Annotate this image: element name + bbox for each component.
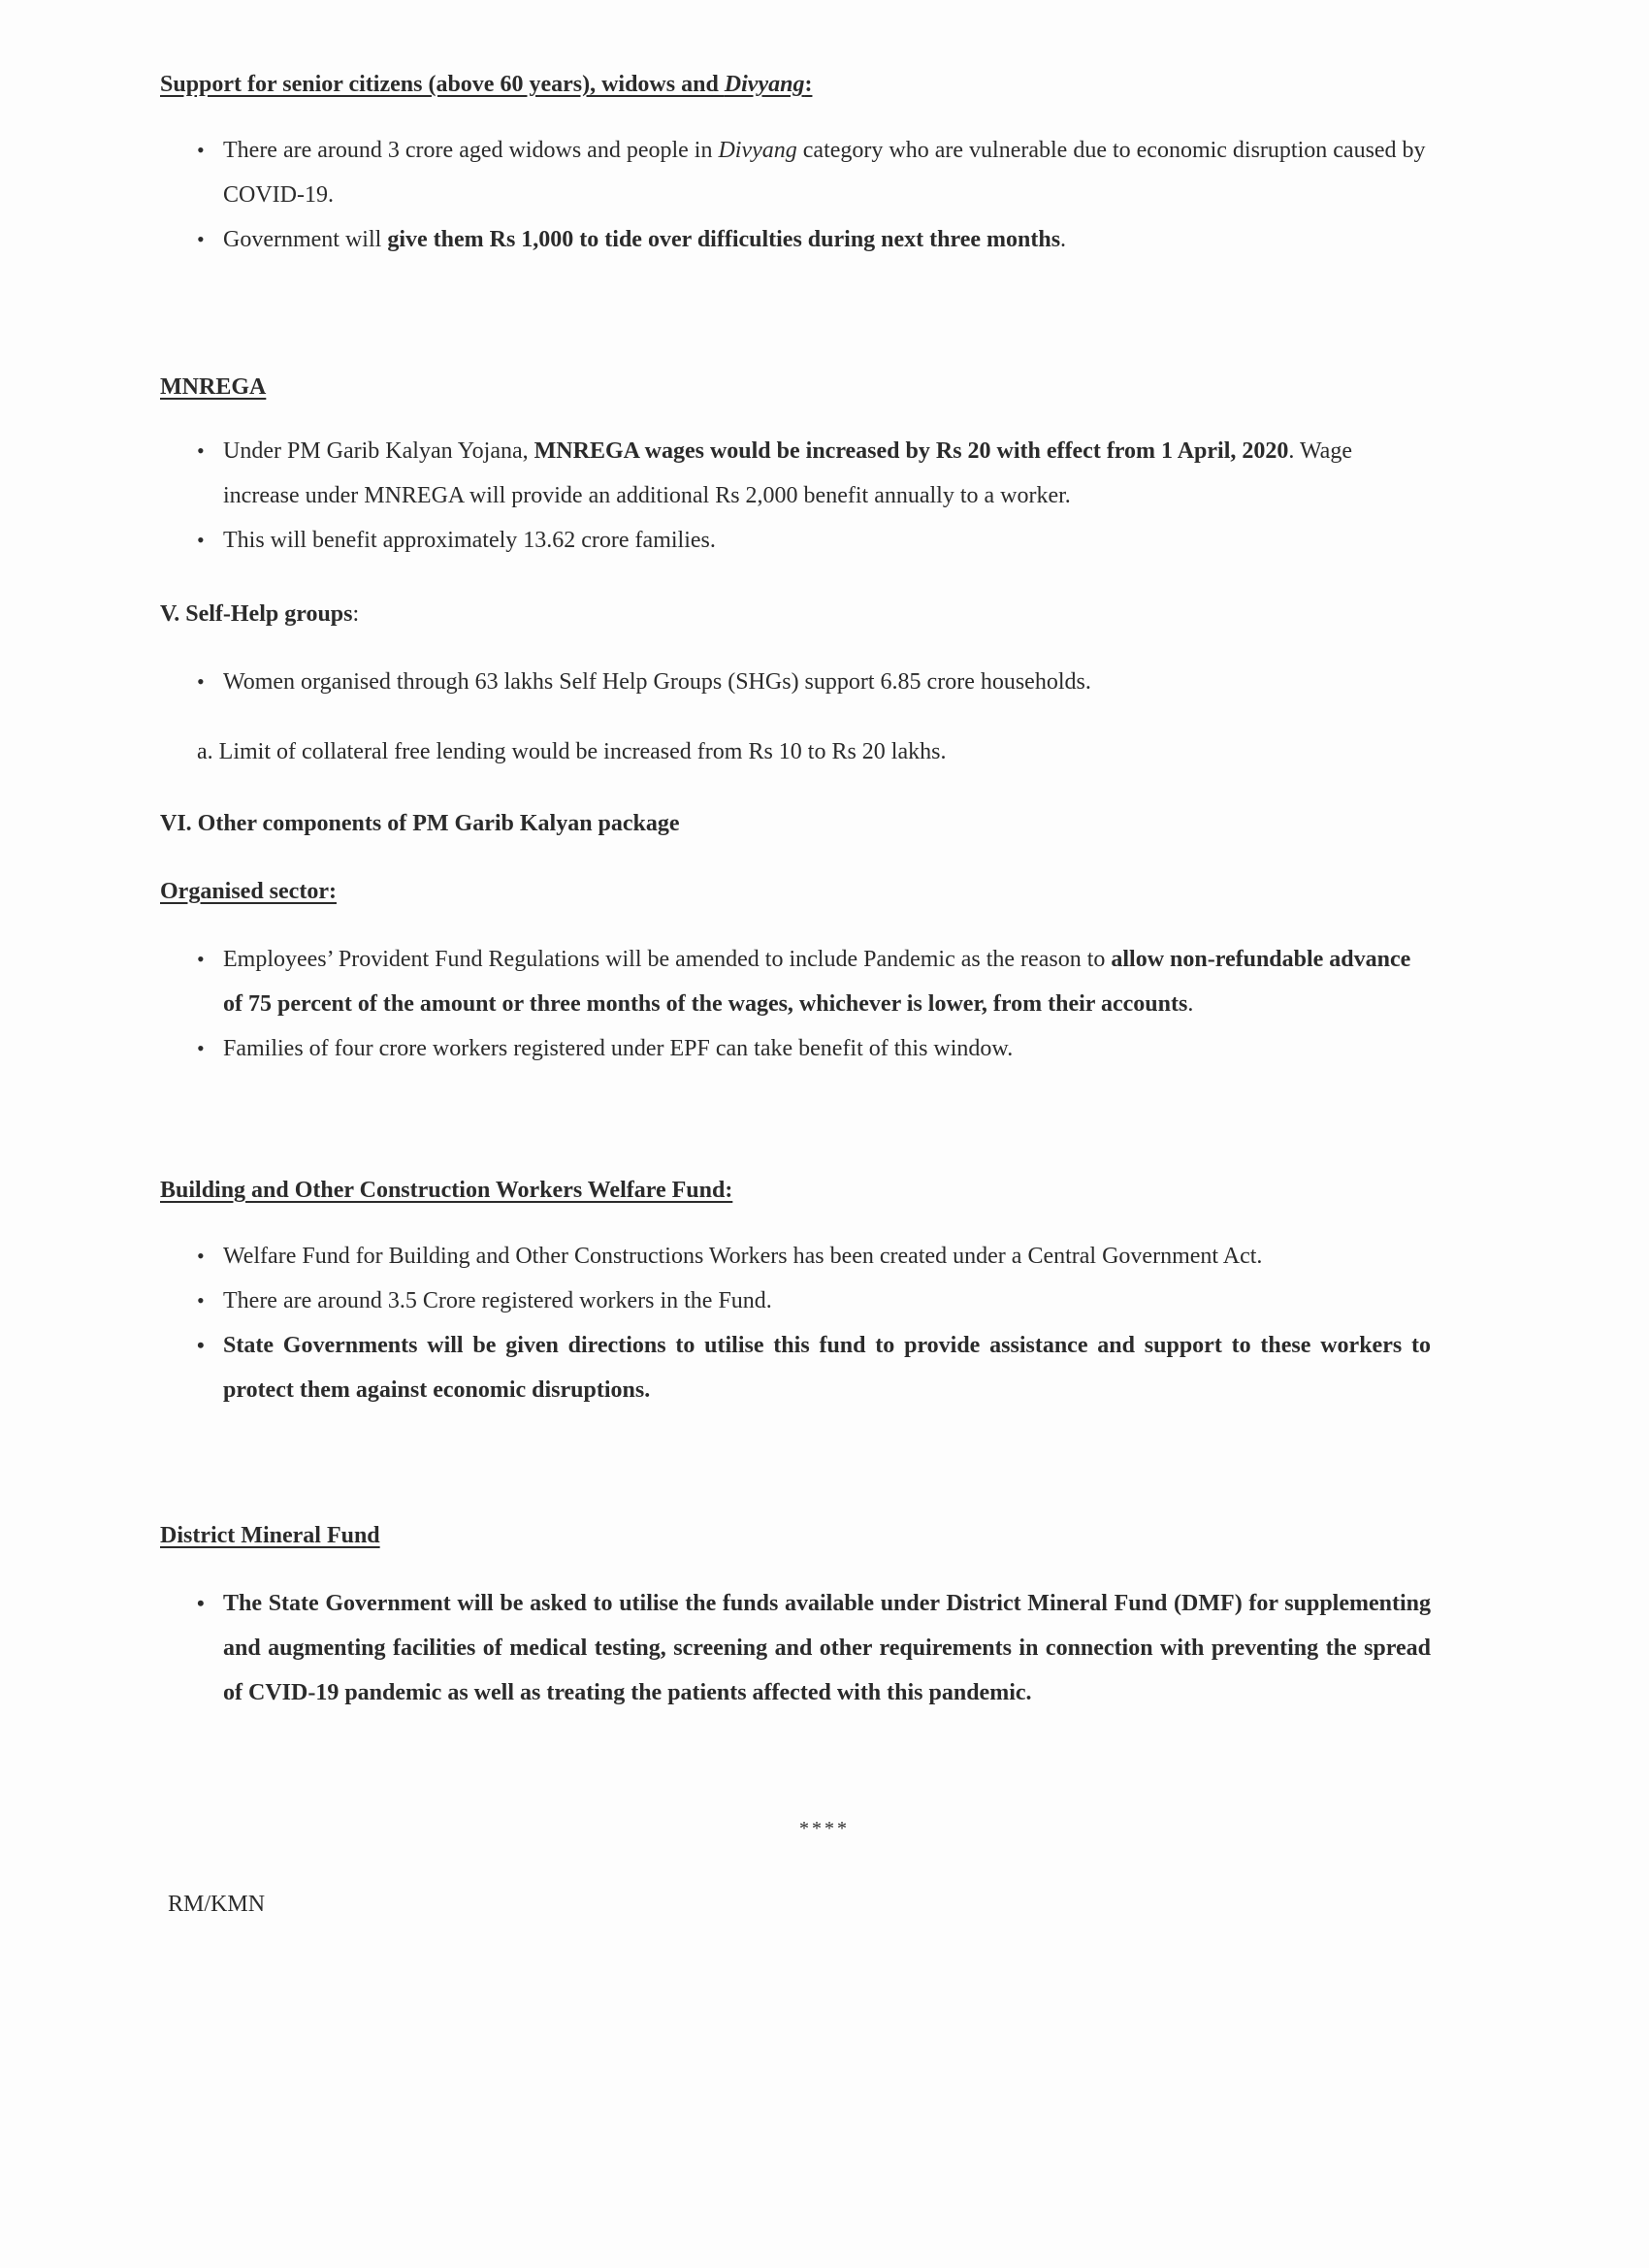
organised-bullets — [160, 937, 1431, 1071]
heading-organised-sector: Organised sector: — [160, 879, 337, 904]
heading-italic: Divyang — [724, 72, 805, 97]
heading-colon: : — [352, 601, 360, 627]
text-bold: MNREGA wages would be increased by Rs 20 with effect from 1 April, 2020 — [534, 438, 1289, 464]
text: There are around 3 crore aged widows and people in — [223, 138, 719, 163]
text-bold: allow non-refundable advance of 75 percent of the amount or three months of the wages, whichever is lower, from their accounts — [223, 947, 1411, 1017]
heading-senior-citizens — [160, 62, 1431, 107]
heading-self-help-groups — [160, 592, 1431, 636]
text: category who are vulnerable due to economic disruption caused by COVID-19. — [223, 138, 1426, 208]
dmf-bullets — [160, 1581, 1431, 1715]
text: . — [1060, 227, 1067, 252]
shg-sublist-item — [160, 729, 1431, 774]
section-other-components — [160, 801, 1431, 846]
shg-bullets — [160, 660, 1431, 704]
list-item — [160, 429, 1431, 518]
section-organised-sector — [160, 869, 1431, 1071]
sublist-marker: a. — [197, 739, 213, 764]
section-district-mineral-fund — [160, 1513, 1431, 1715]
section-self-help-groups — [160, 592, 1431, 774]
text-bold: give them Rs 1,000 to tide over difficulties during next three months — [387, 227, 1061, 252]
list-item — [160, 217, 1431, 262]
text-italic: Divyang — [718, 138, 797, 163]
section-senior-citizens — [160, 62, 1431, 262]
list-item: • State Governments will be given directions to utilise this fund to provide assistance and support to these workers to protect them against economic disruptions. — [160, 1323, 1431, 1412]
heading-district-mineral-fund: District Mineral Fund — [160, 1523, 380, 1548]
building-bullets — [160, 1234, 1431, 1412]
section-building-workers-fund — [160, 1168, 1431, 1412]
list-item — [160, 937, 1431, 1026]
text: . Wage increase under MNREGA will provide an additional Rs 2,000 benefit annually to a worker. — [223, 438, 1352, 508]
text: . — [1187, 991, 1194, 1017]
list-item: • Families of four crore workers registered under EPF can take benefit of this window. — [160, 1026, 1431, 1071]
mnrega-bullets — [160, 429, 1431, 563]
list-item: • This will benefit approximately 13.62 crore families. — [160, 518, 1431, 563]
heading-text: Support for senior citizens (above 60 years), widows and — [160, 72, 725, 97]
heading-other-components: VI. Other components of PM Garib Kalyan package — [160, 811, 680, 836]
heading-colon: : — [804, 72, 813, 97]
list-item: • Welfare Fund for Building and Other Constructions Workers has been created under a Central Government Act. — [160, 1234, 1431, 1279]
heading-building-workers-fund: Building and Other Construction Workers Welfare Fund: — [160, 1178, 733, 1203]
footer-initials: RM/KMN — [168, 1892, 266, 1917]
separator: **** — [799, 1818, 850, 1839]
list-item: • The State Government will be asked to utilise the funds available under District Mineral Fund (DMF) for supplementing and augmenting facilities of medical testing, screening and other requirements in connection with preventing the spread of CVID-19 pandemic as well as treating the patients affected with this pandemic. — [160, 1581, 1431, 1715]
senior-bullets — [160, 128, 1431, 262]
heading-text: V. Self-Help groups — [160, 601, 353, 627]
heading-mnrega: MNREGA — [160, 374, 267, 400]
text: Government will — [223, 227, 388, 252]
list-item: • Women organised through 63 lakhs Self Help Groups (SHGs) support 6.85 crore households. — [160, 660, 1431, 704]
text: Under PM Garib Kalyan Yojana, — [223, 438, 534, 464]
list-item: • There are around 3.5 Crore registered workers in the Fund. — [160, 1279, 1431, 1323]
text: Employees’ Provident Fund Regulations will be amended to include Pandemic as the reason to — [223, 947, 1112, 972]
list-item — [160, 128, 1431, 217]
section-mnrega — [160, 365, 1431, 563]
sublist-text: Limit of collateral free lending would be increased from Rs 10 to Rs 20 lakhs. — [218, 739, 947, 764]
